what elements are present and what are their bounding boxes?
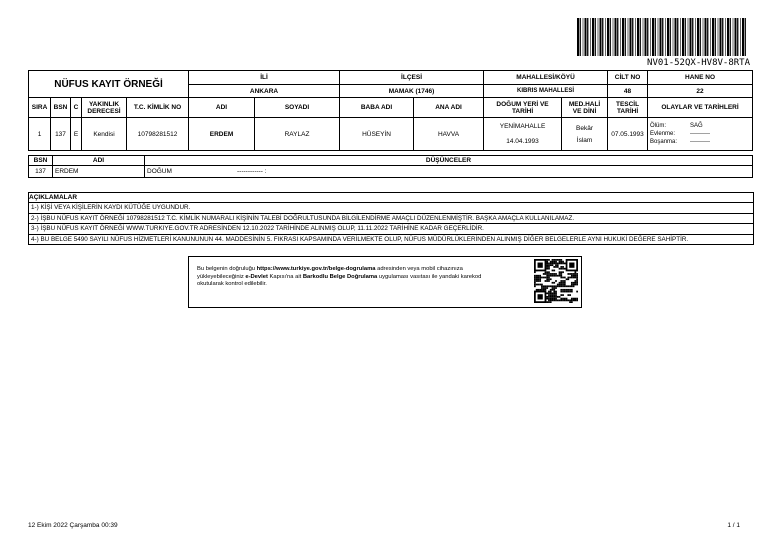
page-number: 1 / 1 bbox=[727, 522, 740, 529]
col-adi: ADI bbox=[189, 98, 255, 118]
cell-yakinlik: Kendisi bbox=[82, 118, 127, 151]
olum-value: SAĞ bbox=[690, 123, 703, 129]
col-tc: T.C. KİMLİK NO bbox=[127, 98, 189, 118]
cell-ana: HAVVA bbox=[414, 118, 484, 151]
bosanma-value: ---------- bbox=[690, 139, 711, 145]
notes-bsn-value: 137 bbox=[29, 166, 53, 178]
col-baba: BABA ADI bbox=[340, 98, 414, 118]
verification-text bbox=[197, 266, 497, 289]
cell-tc: 10798281512 bbox=[127, 118, 189, 151]
cell-sira: 1 bbox=[29, 118, 51, 151]
doc-title: NÜFUS KAYIT ÖRNEĞİ bbox=[29, 71, 189, 98]
verify-t1: Bu belgenin doğruluğu bbox=[197, 266, 257, 272]
col-olaylar: OLAYLAR VE TARİHLERİ bbox=[648, 98, 753, 118]
registry-table bbox=[28, 70, 753, 151]
bosanma-label: Boşanma: bbox=[650, 139, 678, 145]
mahalle-label: MAHALLESİ/KÖYÜ bbox=[484, 71, 608, 85]
cilt-label: CİLT NO bbox=[608, 71, 648, 85]
notes-adi-value: ERDEM bbox=[53, 166, 145, 178]
olum-label: Ölüm: bbox=[650, 123, 667, 129]
dogum-tarihi: 14.04.1993 bbox=[506, 138, 539, 145]
il-label: İLİ bbox=[189, 71, 340, 85]
col-ana: ANA ADI bbox=[414, 98, 484, 118]
notes-event: DOĞUM bbox=[147, 168, 172, 175]
ilce-value: MAMAK (1746) bbox=[340, 85, 484, 98]
col-dogum: DOĞUM YERİ VE TARİHİ bbox=[484, 98, 562, 118]
bosanma-line bbox=[650, 138, 750, 146]
verification-box bbox=[188, 256, 582, 308]
print-date: 12 Ekim 2022 Çarşamba 00:39 bbox=[28, 522, 118, 529]
verify-t5: Kapısı'na ait bbox=[267, 273, 303, 280]
evlenme-line bbox=[650, 130, 750, 138]
explanations-title: AÇIKLAMALAR bbox=[29, 193, 753, 203]
notes-bsn-label: BSN bbox=[29, 156, 53, 166]
hane-value: 22 bbox=[648, 85, 753, 98]
cell-tescil: 07.05.1993 bbox=[608, 118, 648, 151]
notes-adi-label: ADI bbox=[53, 156, 145, 166]
barcode-image bbox=[577, 18, 747, 56]
hane-label: HANE NO bbox=[648, 71, 753, 85]
verify-url[interactable]: https://www.turkiye.gov.tr/belge-dogrulama bbox=[256, 266, 376, 272]
evlenme-label: Evlenme: bbox=[650, 131, 676, 137]
cell-olaylar bbox=[648, 118, 753, 151]
col-yakinlik: YAKINLIK DERECESİ bbox=[82, 98, 127, 118]
explanation-line: 1-) KİŞİ VEYA KİŞİLERİN KAYDI KÜTÜĞE UYGUNDUR. bbox=[29, 203, 753, 214]
cell-soyadi: RAYLAZ bbox=[255, 118, 340, 151]
col-c: C bbox=[71, 98, 82, 118]
cell-adi: ERDEM bbox=[189, 118, 255, 151]
olum-line bbox=[650, 122, 750, 130]
qr-code-icon bbox=[534, 259, 578, 303]
notes-dusunceler-label: DÜŞÜNCELER bbox=[145, 156, 753, 166]
explanations-section bbox=[28, 192, 754, 245]
explanation-line: 2-) İŞBU NÜFUS KAYIT ÖRNEĞİ 10798281512 T.C. KİMLİK NUMARALI KİŞİNİN TALEBİ DOĞRULTUSUNDA BİLGİLENDİRME AMAÇLI DÜZENLENMİŞTİR. BAŞKA AMAÇLA KULLANILAMAZ. bbox=[29, 214, 753, 225]
col-medhali: MED.HALİ VE DİNİ bbox=[562, 98, 608, 118]
dogum-yeri: YENİMAHALLE bbox=[499, 123, 546, 130]
notes-event-value: ------------ : bbox=[237, 168, 267, 175]
cell-baba: HÜSEYİN bbox=[340, 118, 414, 151]
col-bsn: BSN bbox=[51, 98, 71, 118]
cell-dogum bbox=[484, 118, 562, 151]
col-sira: SIRA bbox=[29, 98, 51, 118]
din: İslam bbox=[576, 136, 593, 144]
table-row bbox=[29, 118, 753, 151]
cilt-value: 48 bbox=[608, 85, 648, 98]
cell-bsn: 137 bbox=[51, 118, 71, 151]
verify-t3: adresinden veya mobil cihazınıza yükleyebileceğiniz bbox=[197, 266, 463, 280]
explanation-line: 4-) BU BELGE 5490 SAYILI NÜFUS HİZMETLERİ KANUNUNUN 44. MADDESİNİN 5. FIKRASI KAPSAMINDA VERİLMEKTE OLUP, NÜFUS MÜDÜRLÜKLERİNDEN ALINMIŞ DİĞER BELGELERLE AYNI HUKUKİ DEĞERE SAHİPTİR. bbox=[29, 235, 753, 246]
verify-edevlet: e-Devlet bbox=[245, 273, 268, 280]
verify-t7: uygulaması vasıtası ile yandaki karekod okutularak kontrol edilebilir. bbox=[197, 273, 482, 288]
verify-app: Barkodlu Belge Doğrulama bbox=[302, 273, 378, 280]
evlenme-value: ---------- bbox=[690, 131, 711, 137]
medeni-hal: Bekâr bbox=[576, 124, 594, 132]
ilce-label: İLÇESİ bbox=[340, 71, 484, 85]
mahalle-value: KIBRIS MAHALLESİ bbox=[484, 85, 608, 98]
notes-event-cell bbox=[145, 166, 753, 178]
notes-table bbox=[28, 155, 753, 178]
explanation-line: 3-) İŞBU NÜFUS KAYIT ÖRNEĞİ WWW.TURKIYE.GOV.TR ADRESİNDEN 12.10.2022 TARİHİNDE ALINMIŞ OLUP, 11.11.2022 TARİHİNE KADAR GEÇERLİDİR. bbox=[29, 224, 753, 235]
cell-c: E bbox=[71, 118, 82, 151]
col-soyadi: SOYADI bbox=[255, 98, 340, 118]
barcode-number: NV01-52QX-HV8V-8RTA bbox=[647, 58, 750, 68]
cell-medhali bbox=[562, 118, 608, 151]
il-value: ANKARA bbox=[189, 85, 340, 98]
col-tescil: TESCİL TARİHİ bbox=[608, 98, 648, 118]
